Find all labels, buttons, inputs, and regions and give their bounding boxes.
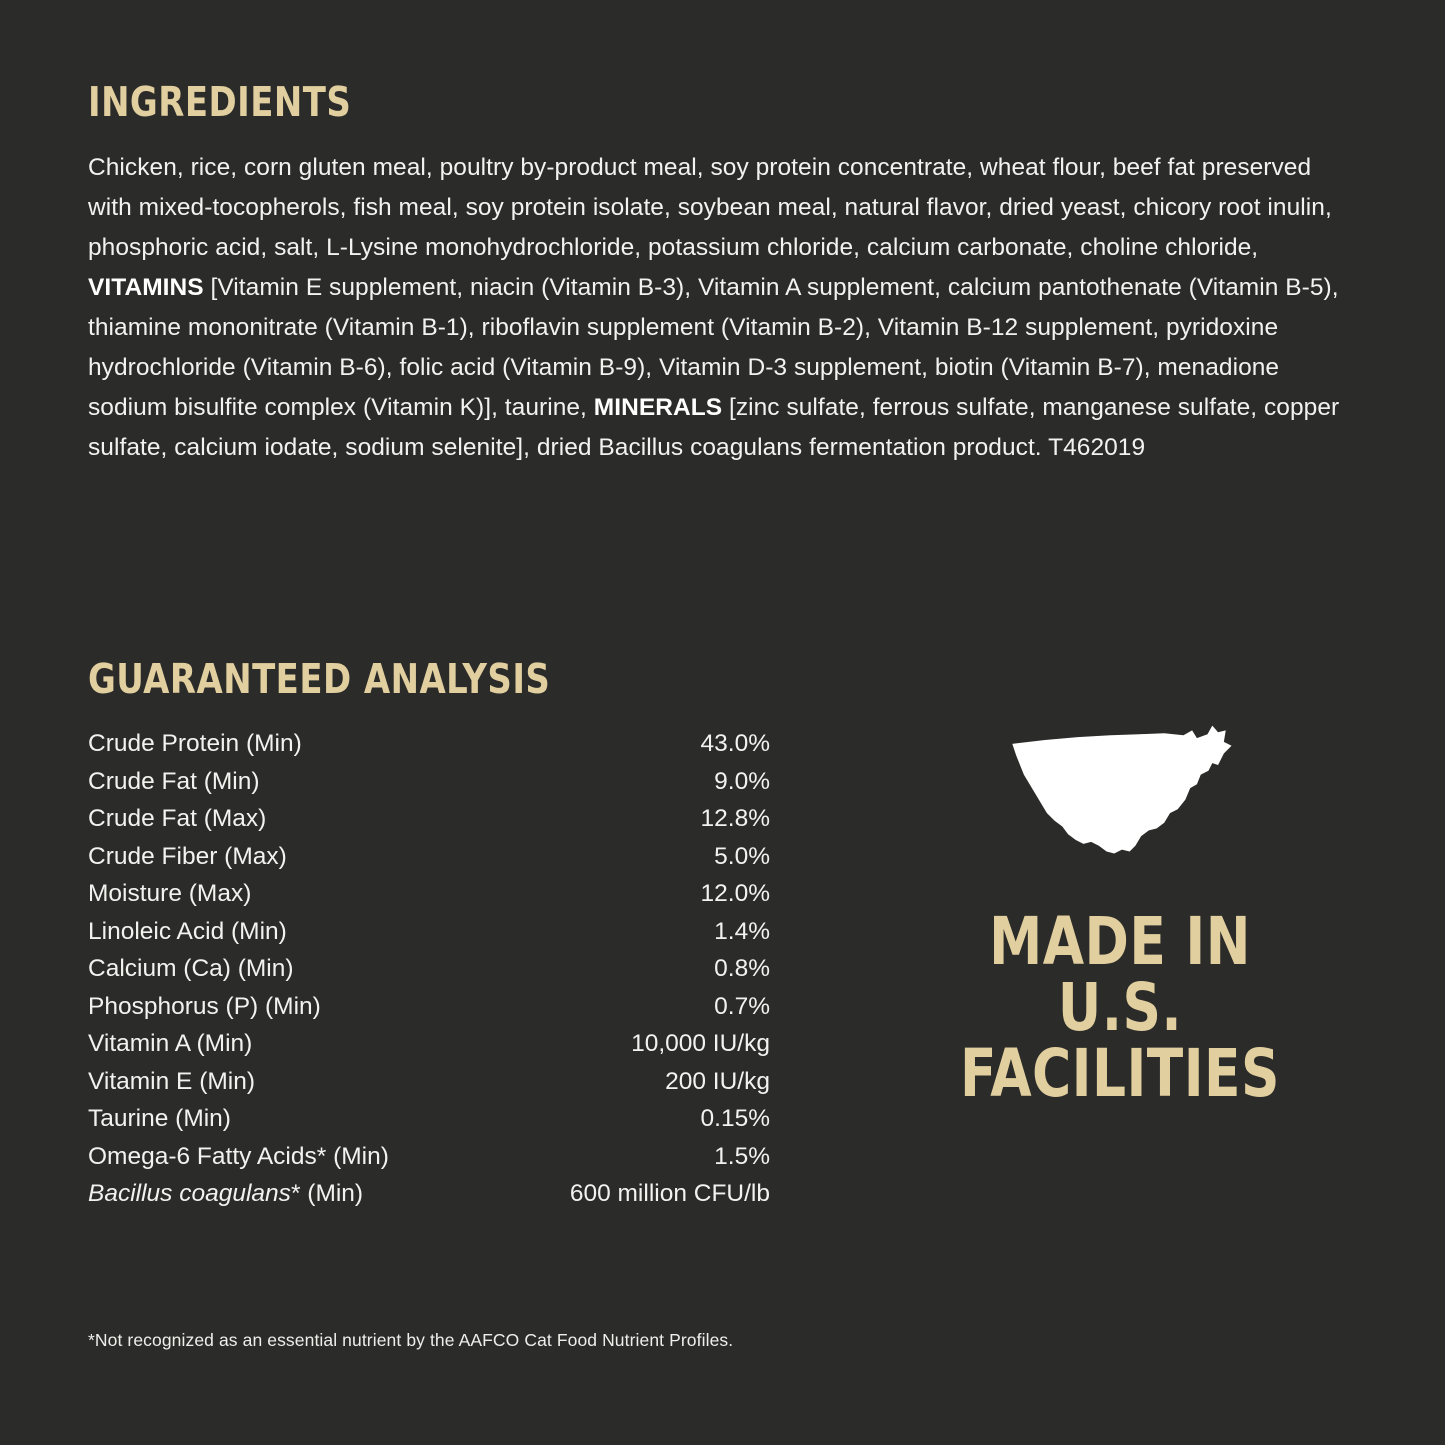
nutrient-name: Moisture (Max): [88, 880, 252, 907]
nutrient-name: Crude Protein (Min): [88, 730, 302, 757]
ingredients-run: [Vitamin E supplement, niacin (Vitamin B-3), Vitamin A supplement, calcium pantothenate (Vitamin B-5), thiamine mononitrate (Vitamin B-1), riboflavin supplement (Vitamin B-2), Vitamin B-12 supplement, pyridoxine hydrochloride (Vitamin B-6), folic acid (Vitamin B-9), Vitamin D-3 supplement, biotin (Vitamin B-7), menadione sodium bisulfite complex (Vitamin K)], taurine,: [88, 274, 1339, 421]
made-in-line-2: U.S.: [1057, 969, 1183, 1046]
table-row: [88, 838, 770, 876]
nutrient-value: 1.4%: [714, 917, 770, 945]
guaranteed-analysis-table: [88, 725, 770, 1213]
nutrient-value: 1.5%: [714, 1142, 770, 1170]
nutrient-name-italic: Bacillus coagulans: [88, 1180, 291, 1207]
nutrient-value: 200 IU/kg: [665, 1067, 770, 1095]
nutrient-name: Linoleic Acid (Min): [88, 917, 287, 945]
nutrient-value: 12.0%: [700, 880, 770, 907]
nutrient-name: Crude Fat (Min): [88, 767, 260, 795]
ingredients-bold-run: MINERALS: [593, 394, 723, 421]
guaranteed-analysis-heading: GUARANTEED ANALYSIS: [88, 655, 551, 703]
nutrient-name: Bacillus coagulans* (Min): [88, 1180, 364, 1207]
nutrient-name: Calcium (Ca) (Min): [88, 955, 294, 982]
nutrient-name: Crude Fat (Max): [88, 805, 267, 832]
nutrient-name: Vitamin E (Min): [88, 1067, 256, 1095]
table-row: [88, 875, 770, 913]
nutrient-name: Crude Fiber (Max): [88, 842, 287, 870]
nutrient-name: Vitamin A (Min): [88, 1030, 253, 1057]
table-row: [88, 1138, 770, 1176]
nutrient-value: 0.7%: [714, 992, 770, 1020]
ingredients-run: Chicken, rice, corn gluten meal, poultry by-product meal, soy protein concentrate, wheat flour, beef fat preserved with mixed-tocopherols, fish meal, soy protein isolate, soybean meal, natural flavor, dried yeast, chicory root inulin, phosphoric acid, salt, L-Lysine monohydrochloride, potassium chloride, calcium carbonate, choline chloride,: [88, 154, 1332, 261]
nutrient-value: 5.0%: [714, 842, 770, 870]
footnote-text: *Not recognized as an essential nutrient by the AAFCO Cat Food Nutrient Profiles.: [88, 1330, 734, 1350]
ingredients-text: [88, 148, 1346, 468]
ingredients-run: [zinc sulfate, ferrous sulfate, manganese sulfate, copper sulfate, calcium iodate, sodium selenite], dried Bacillus coagulans fermentation product. T462019: [88, 394, 1340, 461]
ingredients-bold-run: VITAMINS: [88, 274, 204, 301]
table-row: [88, 763, 770, 801]
nutrient-name: Phosphorus (P) (Min): [88, 992, 321, 1020]
nutrient-name: Omega-6 Fatty Acids* (Min): [88, 1142, 389, 1170]
made-in-line-3: FACILITIES: [960, 1035, 1280, 1112]
nutrient-value: 12.8%: [700, 805, 770, 832]
table-row: [88, 1025, 770, 1063]
table-row: [88, 1100, 770, 1138]
table-row: [88, 913, 770, 951]
nutrient-value: 10,000 IU/kg: [631, 1030, 770, 1057]
table-row: [88, 988, 770, 1026]
nutrient-value: 600 million CFU/lb: [569, 1180, 770, 1207]
ingredients-heading: INGREDIENTS: [88, 78, 352, 126]
guaranteed-analysis-section: [88, 655, 788, 1213]
table-row: [88, 1175, 770, 1213]
table-row: [88, 1063, 770, 1101]
nutrient-value: 43.0%: [700, 730, 770, 757]
usa-map-icon: [995, 720, 1245, 885]
made-in-line-1: MADE IN: [989, 903, 1251, 980]
table-row: [88, 950, 770, 988]
nutrient-value: 9.0%: [714, 767, 770, 795]
table-row: [88, 800, 770, 838]
made-in-us-facilities-badge: [930, 720, 1310, 1112]
made-in-us-text: [949, 903, 1291, 1112]
nutrient-name: Taurine (Min): [88, 1105, 231, 1132]
nutrient-value: 0.8%: [714, 955, 770, 982]
table-row: [88, 725, 770, 763]
nutrient-value: 0.15%: [700, 1105, 770, 1132]
